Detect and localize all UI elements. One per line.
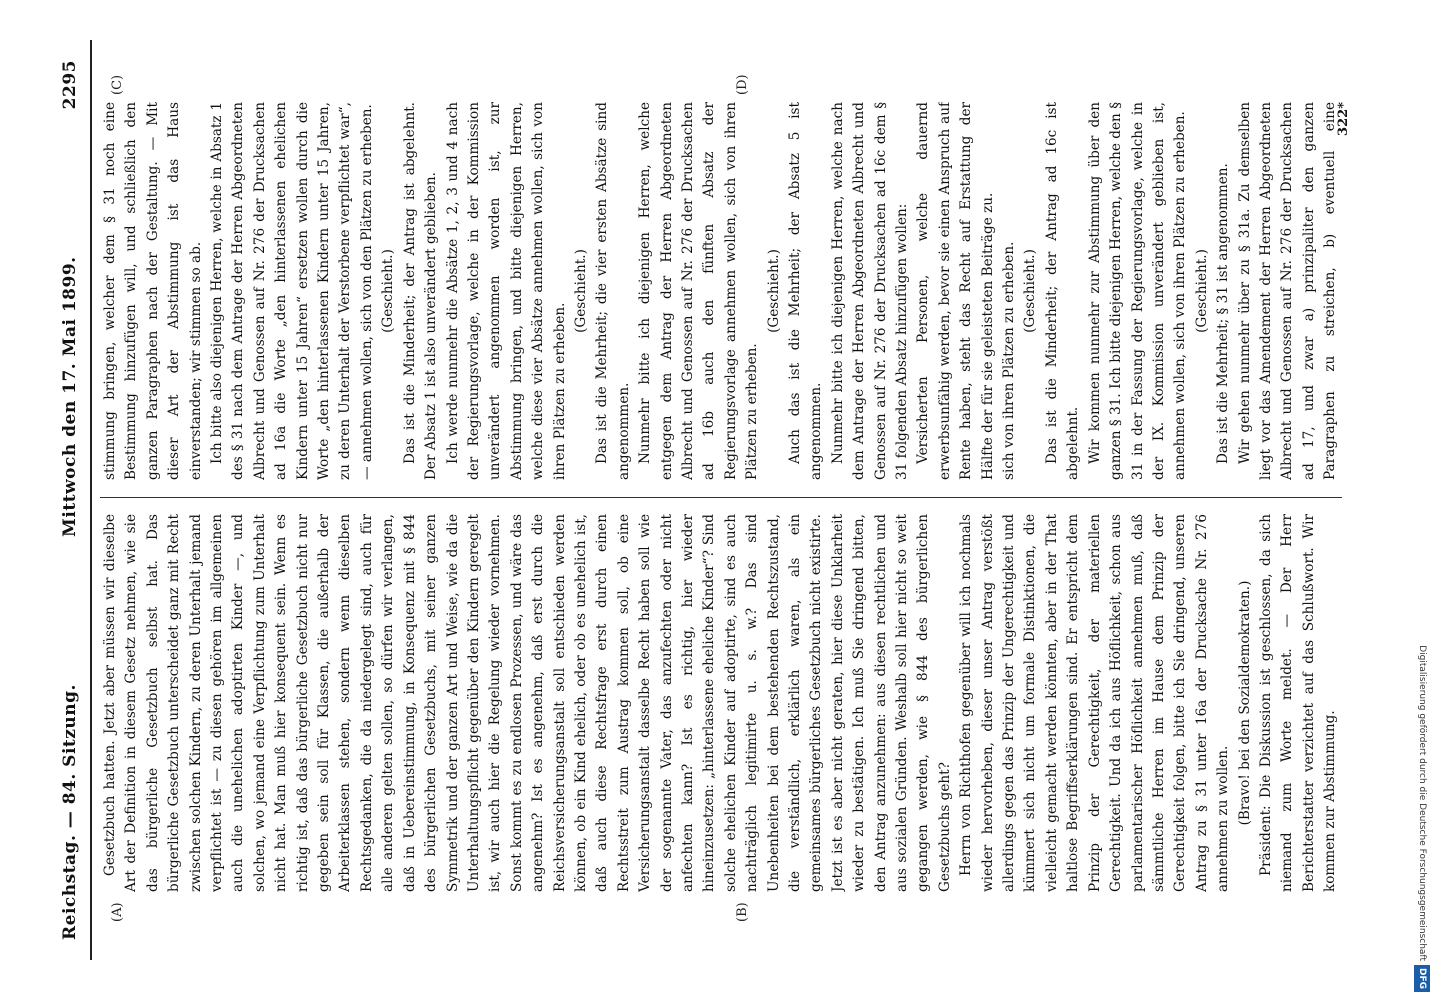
margin-mark-d: (D) [735, 74, 750, 95]
paragraph: Wir kommen nunmehr zur Abstimmung über den ganzen § 31. Ich bitte diejenigen Herren, welche den § 31 in der Fassung der Regierungsvorlage, welche in der IX. Kommission unverändert geblieben ist, annehmen wollen, sich von ihren Plätzen zu erheben. [1086, 102, 1189, 480]
paragraph: Nunmehr bitte ich diejenigen Herren, welche entgegen dem Antrag der Herren Abgeordneten Albrecht und Genossen auf Nr. 276 der Drucksachen ad 16b auch den fünften Absatz der Regierungsvorlage annehmen wollen, sich von ihren Plätzen zu erheben. [637, 102, 761, 480]
header-left: Reichstag. — 84. Sitzung. [60, 684, 80, 940]
paragraph: Ich bitte also diejenigen Herren, welche in Absatz 1 des § 31 nach dem Antrage der Herren Abgeordneten Albrecht und Genossen auf Nr. 276 der Drucksachen ad 16a die Worte „den hinterlassenen ehelichen Kindern unter 15 Jahren“ ersetzen wollen durch die Worte „den hinterlassenen Kindern unter 15 Jahren, zu deren Unterhalt der Verstorbene verpflichtet war“, — annehmen wollen, sich von den Plätzen zu erheben. [209, 102, 375, 480]
paragraph: Das ist die Minderheit; der Antrag ad 16c ist abgelehnt. [1043, 102, 1082, 480]
applause-note: (Bravo! bei den Sozialdemokraten.) [1236, 580, 1253, 826]
procedure-note: (Geschieht.) [572, 249, 589, 333]
paragraph: Herrn von Richthofen gegenüber will ich nochmals wieder hervorheben, dieser unser Antrag verstößt allerdings gegen das Prinzip der Ungerechtigkeit und kümmert sich nicht um formale Distinktionen, die vielleicht gemacht werden könnten, aber in der That haltlose Begriffserklärungen sind. Er entspricht dem Prinzip der Gerechtigkeit, der materiellen Gerechtigkeit. Und da ich aus Höflichkeit, schon aus parlamentarischer Höflichkeit annehmen muß, daß sämmtliche Herren im Hause dem Prinzip der Gerechtigkeit folgen, bitte ich Sie dringend, unseren Antrag zu § 31 unter 16a der Drucksache Nr. 276 annehmen zu wollen. [958, 514, 1232, 892]
procedure-note: (Geschieht.) [380, 249, 397, 333]
page-number: 2295 [60, 60, 80, 110]
paragraph: Nunmehr bitte ich diejenigen Herren, welche nach dem Antrage der Herren Abgeordneten Albrecht und Genossen auf Nr. 276 der Drucksachen ad 16c dem § 31 folgenden Absatz hinzufügen wollen: [829, 102, 911, 480]
signature-mark: 322* [1336, 102, 1351, 136]
page-header [55, 60, 85, 940]
column-divider [100, 497, 1342, 498]
credit-text: Digitalisierung gefördert durch die Deutsche Forschungsgemeinschaft [1417, 645, 1427, 961]
digitization-credit [1414, 8, 1430, 992]
paragraph: Auch das ist die Mehrheit; der Absatz 5 ist angenommen. [787, 102, 825, 480]
paragraph: Präsident: Die Diskussion ist geschlossen, da sich niemand zum Worte meldet. — Der Herr Berichterstatter verzichtet auf das Schlußwort. Wir kommen zur Abstimmung. [1257, 514, 1339, 892]
procedure-note: (Geschieht.) [1022, 249, 1039, 333]
margin-mark-c: (C) [110, 74, 125, 95]
margin-mark-b: (B) [735, 902, 750, 922]
dfg-logo: DFG [1414, 965, 1430, 992]
procedure-note: (Geschieht.) [1193, 249, 1210, 333]
procedure-note: (Geschieht.) [765, 249, 782, 333]
right-column [100, 102, 1344, 480]
header-date: Mittwoch den 17. Mai 1899. [60, 256, 80, 537]
paragraph: sich von ihren Plätzen zu erheben. [1001, 241, 1018, 480]
paragraph: Gesetzbuch hatten. Jetzt aber müssen wir dieselbe Art der Definition in diesem Gesetz nehmen, wie sie das bürgerliche Gesetzbuch selbst hat. Das bürgerliche Gesetzbuch unterscheidet ganz mit Recht zwischen solchen Kindern, zu deren Unterhalt jemand verpflichtet ist — zu diesen gehören im allgemeinen auch die unehelichen adoptirten Kinder —, und solchen, wo jemand eine Verpflichtung zum Unterhalt nicht hat. Man muß hier konsequent sein. Wenn es richtig ist, daß das bürgerliche Gesetzbuch nicht nur gegeben sein soll für Klassen, die außerhalb der Arbeiterklassen stehen, sondern wenn dieselben Rechtsgedanken, die da niedergelegt sind, auch für alle anderen gelten sollen, so dürfen wir verlangen, daß in Uebereinstimmung, in Konsequenz mit § 844 des bürgerlichen Gesetzbuchs, mit seiner ganzen Symmetrik und der ganzen Art und Weise, wie da die Unterhaltungspflicht gegenüber den Kindern geregelt ist, wir auch hier die Regelung wieder vornehmen. Sonst kommt es zu endlosen Prozessen, und wäre das angenehm? Ist es angenehm, daß erst durch die Reichsversicherungsanstalt soll entschieden werden können, ob ein Kind ehelich, oder ob es unehelich ist, daß auch diese Rechtsfrage erst durch einen Rechtsstreit zum Austrag kommen soll, ob eine Versicherungsanstalt dasselbe Recht haben soll wie der sogenannte Vater, das anzufechten oder nicht anfechten kann? Ist es richtig, hier wieder hineinzusetzen: „hinterlassene eheliche Kinder“? Sind solche ehelichen Kinder auf adoptirte, sind es auch nachträglich legitimirte u. s. w.? Das sind Unebenheiten bei dem bestehenden Rechtszustand, die verständlich, erklärlich waren, als ein gemeinsames bürgerliches Gesetzbuch nicht existirte. Jetzt ist es aber nicht geraten, hier diese Unklarheit wieder zu bestätigen. Ich muß Sie dringend bitten, den Antrag anzunehmen: aus diesen rechtlichen und aus sozialen Gründen. Weshalb soll hier nicht so weit gegangen werden, wie § 844 des bürgerlichen Gesetzbuchs geht? [102, 514, 953, 892]
paragraph: Ich werde nunmehr die Absätze 1, 2, 3 und 4 nach der Regierungsvorlage, welche in der Kommission unverändert angenommen worden ist, zur Abstimmung bringen, und bitte diejenigen Herren, welche diese vier Absätze annehmen wollen, sich von ihren Plätzen zu erheben. [444, 102, 568, 480]
paragraph [1342, 514, 1344, 892]
paragraph: Das ist die Mehrheit; die vier ersten Absätze sind angenommen. [594, 102, 632, 480]
paragraph: Das ist die Mehrheit; § 31 ist angenommen. [1215, 163, 1232, 464]
paragraph: Das ist die Minderheit; der Antrag ist abgelehnt. Der Absatz 1 ist also unverändert geblieben. [401, 102, 440, 480]
paragraph: Wir gehen nunmehr über zu § 31a. Zu demselben liegt vor das Amendement der Herren Abgeordneten Albrecht und Genossen auf Nr. 276 der Drucksachen ad 17, und zwar a) prinzipaliter den ganzen Paragraphen zu streichen, b) eventuell eine [1236, 102, 1339, 480]
margin-mark-a: (A) [110, 902, 125, 922]
header-rule [90, 40, 92, 960]
quoted-amendment: Versicherten Personen, welche dauernd erwerbsunfähig werden, bevor sie einen Anspruch auf Rente haben, steht das Recht auf Erstattung der Hälfte der für sie geleisteten Beiträge zu. [915, 102, 996, 480]
paragraph: stimmung bringen, welcher dem § 31 noch eine Bestimmung hinzufügen will, und schließlich den ganzen Paragraphen nach der Gestaltung. — Mit dieser Art der Abstimmung ist das Haus einverstanden; wir stimmen so ab. [102, 102, 204, 480]
left-column [100, 514, 1344, 892]
